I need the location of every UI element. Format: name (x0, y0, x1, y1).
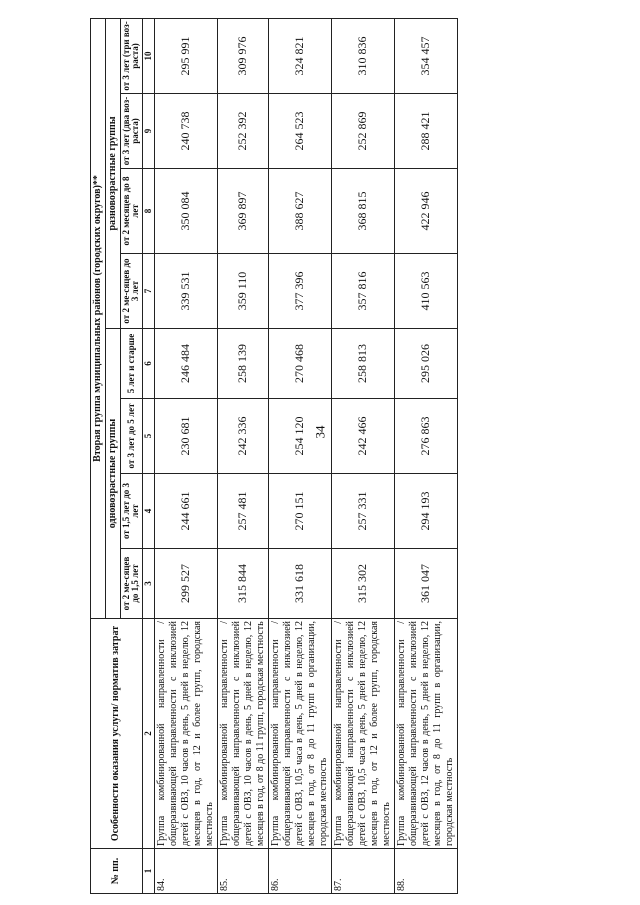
col-number: 10 (142, 18, 154, 93)
cost-value: 252 392 (217, 94, 268, 169)
cost-value: 350 084 (154, 169, 217, 254)
col-number: 1 (142, 849, 154, 894)
col-number: 9 (142, 94, 154, 169)
cost-value: 270 151 (268, 474, 331, 549)
row-number: 87. (331, 849, 394, 894)
table-row (394, 18, 457, 893)
cost-value: 257 331 (331, 474, 394, 549)
cost-value: 254 120 (268, 399, 331, 474)
cost-value: 354 457 (394, 18, 457, 93)
cost-value: 295 991 (154, 18, 217, 93)
cost-value: 368 815 (331, 169, 394, 254)
cost-value: 257 481 (217, 474, 268, 549)
col-number: 8 (142, 169, 154, 254)
cost-value: 240 738 (154, 94, 217, 169)
cost-value: 295 026 (394, 329, 457, 399)
header-col-7: от 2 ме-сяцев до 3 лет (121, 254, 143, 329)
row-number: 84. (154, 849, 217, 894)
cost-value: 242 466 (331, 399, 394, 474)
row-number: 85. (217, 849, 268, 894)
table-row (331, 18, 394, 893)
cost-value: 388 627 (268, 169, 331, 254)
table-row (268, 18, 331, 893)
col-number: 3 (142, 549, 154, 619)
page-number: 34 (312, 425, 327, 439)
cost-value: 310 836 (331, 18, 394, 93)
row-number: 88. (394, 849, 457, 894)
col-number: 5 (142, 399, 154, 474)
col-number: 4 (142, 474, 154, 549)
header-single-age: одновозрастные группы (106, 329, 121, 619)
row-description: Группа комбинированной направленности / общеразвивающей направленности с инклюзией детей с ОВЗ, 10 часов в день, 5 дней в неделю, 12 месяцев в год, от 8 до 11 групп, городская местность (217, 619, 268, 849)
cost-value: 357 816 (331, 254, 394, 329)
cost-value: 359 110 (217, 254, 268, 329)
cost-value: 288 421 (394, 94, 457, 169)
cost-value: 246 484 (154, 329, 217, 399)
header-col-6: 5 лет и старше (121, 329, 143, 399)
row-description: Группа комбинированной направленности / общеразвивающей направленности с инклюзией детей с ОВЗ, 10,5 часа в день, 5 дней в неделю, 12 месяцев в год, от 12 и более групп, городская местность (331, 619, 394, 849)
cost-value: 369 897 (217, 169, 268, 254)
table-row (154, 18, 217, 893)
row-description: Группа комбинированной направленности / общеразвивающей направленности с инклюзией детей с ОВЗ, 12 часов в день, 5 дней в неделю, 12 месяцев в год, от 8 до 11 групп в организации, городская местность (394, 619, 457, 849)
header-col-3: от 2 ме-сяцев до 1,5 лет (121, 549, 143, 619)
cost-value: 422 946 (394, 169, 457, 254)
header-col-5: от 3 лет до 5 лет (121, 399, 143, 474)
rotated-table-container (90, 19, 570, 894)
col-number: 7 (142, 254, 154, 329)
cost-value: 339 531 (154, 254, 217, 329)
cost-value: 244 661 (154, 474, 217, 549)
cost-value: 242 336 (217, 399, 268, 474)
row-number: 86. (268, 849, 331, 894)
cost-value: 270 468 (268, 329, 331, 399)
col-number: 2 (142, 619, 154, 849)
cost-value: 299 527 (154, 549, 217, 619)
cost-value: 258 139 (217, 329, 268, 399)
cost-value: 276 863 (394, 399, 457, 474)
header-mixed-age: разновозрастные группы (106, 18, 121, 328)
cost-value: 294 193 (394, 474, 457, 549)
header-col-8: от 2 месяцев до 8 лет (121, 169, 143, 254)
cost-value: 230 681 (154, 399, 217, 474)
col-number: 6 (142, 329, 154, 399)
table-row (217, 18, 268, 893)
header-group: Вторая группа муниципальных районов (городских округов)** (91, 18, 106, 618)
cost-value: 309 976 (217, 18, 268, 93)
cost-norms-table (90, 18, 458, 894)
cost-value: 410 563 (394, 254, 457, 329)
cost-value: 315 302 (331, 549, 394, 619)
cost-value: 331 618 (268, 549, 331, 619)
header-col-10: от 3 лет (три воз-раста) (121, 18, 143, 93)
row-description: Группа комбинированной направленности / общеразвивающей направленности с инклюзией детей с ОВЗ, 10,5 часа в день, 5 дней в неделю, 12 месяцев в год, от 8 до 11 групп в организации, городская местность (268, 619, 331, 849)
cost-value: 258 813 (331, 329, 394, 399)
cost-value: 315 844 (217, 549, 268, 619)
header-col-4: от 1,5 лет до 3 лет (121, 474, 143, 549)
row-description: Группа комбинированной направленности / общеразвивающей направленности с инклюзией детей с ОВЗ, 10 часов в день, 5 дней в неделю, 12 месяцев в год, от 12 и более групп, городская местность (154, 619, 217, 849)
header-description: Особенности оказания услуги/ норматив затрат (91, 619, 143, 849)
cost-value: 377 396 (268, 254, 331, 329)
cost-value: 324 821 (268, 18, 331, 93)
cost-value: 252 869 (331, 94, 394, 169)
cost-value: 264 523 (268, 94, 331, 169)
cost-value: 361 047 (394, 549, 457, 619)
header-col-9: от 3 лет (два воз-раста) (121, 94, 143, 169)
header-no: № пп. (91, 849, 143, 894)
